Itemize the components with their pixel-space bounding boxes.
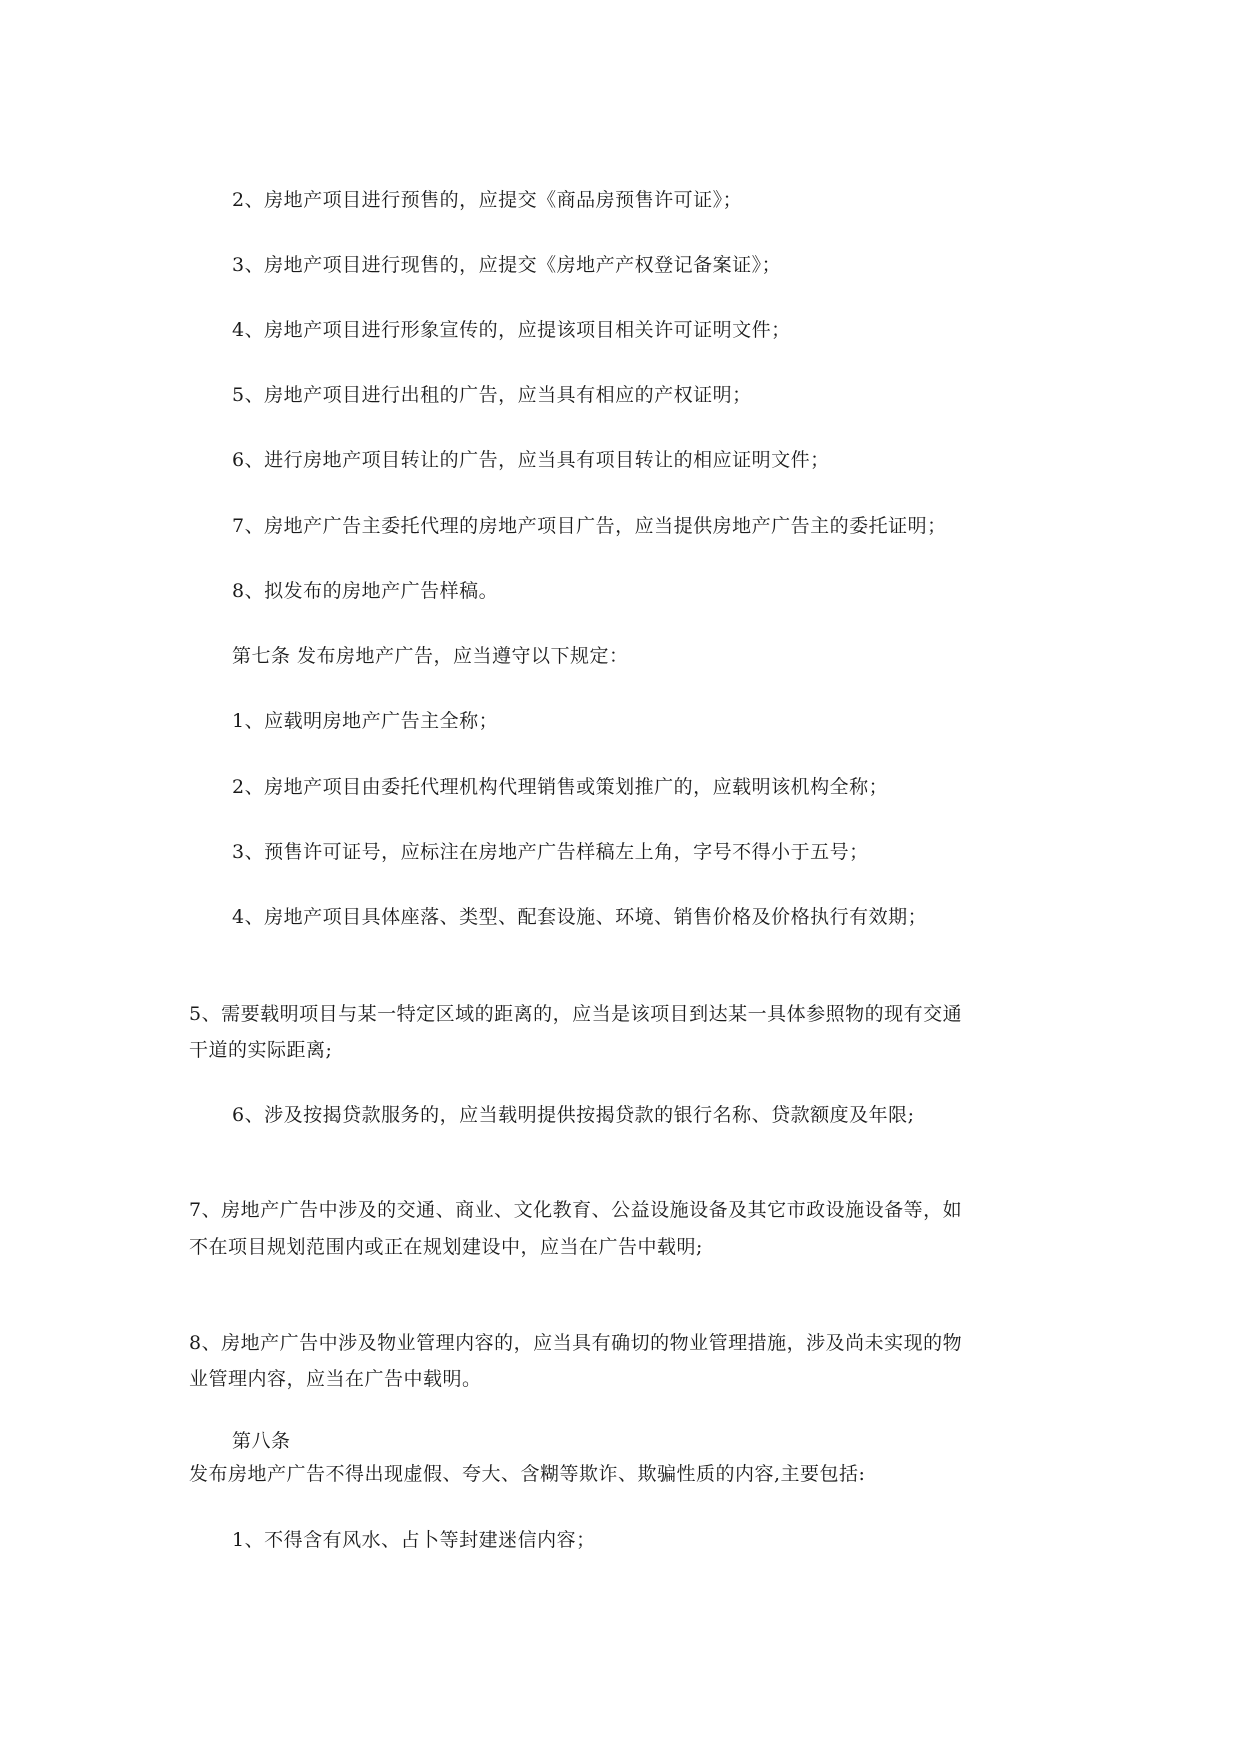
article-7-item-6: 6、涉及按揭贷款服务的，应当载明提供按揭贷款的银行名称、贷款额度及年限;	[232, 1104, 915, 1126]
item-rental-ad: 5、房地产项目进行出租的广告，应当具有相应的产权证明；	[232, 384, 752, 406]
article-7-item-7-line-1: 7、房地产广告中涉及的交通、商业、文化教育、公益设施设备及其它市政设施设备等，如	[189, 1199, 963, 1221]
item-ad-draft: 8、拟发布的房地产广告样稿。	[232, 580, 499, 602]
item-presale-permit: 2、房地产项目进行预售的，应提交《商品房预售许可证》；	[232, 189, 743, 211]
item-agency-proof: 7、房地产广告主委托代理的房地产项目广告，应当提供房地产广告主的委托证明；	[232, 515, 947, 537]
article-7-item-1: 1、应载明房地产广告主全称；	[232, 710, 499, 732]
item-transfer-ad: 6、进行房地产项目转让的广告，应当具有项目转让的相应证明文件；	[232, 449, 830, 471]
article-7-item-3: 3、预售许可证号，应标注在房地产广告样稿左上角，字号不得小于五号；	[232, 841, 869, 863]
article-7-heading: 第七条 发布房地产广告，应当遵守以下规定：	[232, 645, 629, 667]
article-8-heading: 第八条	[232, 1430, 291, 1452]
article-7-item-5-line-1: 5、需要载明项目与某一特定区域的距离的，应当是该项目到达某一具体参照物的现有交通	[189, 1003, 963, 1025]
article-7-item-5-line-2: 干道的实际距离;	[189, 1039, 333, 1061]
article-7-item-4: 4、房地产项目具体座落、类型、配套设施、环境、销售价格及价格执行有效期；	[232, 906, 928, 928]
article-7-item-8-line-1: 8、房地产广告中涉及物业管理内容的，应当具有确切的物业管理措施，涉及尚未实现的物	[189, 1332, 963, 1354]
article-8-item-1: 1、不得含有风水、占卜等封建迷信内容；	[232, 1529, 596, 1551]
article-7-item-8-line-2: 业管理内容，应当在广告中载明。	[189, 1368, 482, 1390]
item-current-sale-cert: 3、房地产项目进行现售的，应提交《房地产产权登记备案证》；	[232, 254, 782, 276]
article-8-intro: 发布房地产广告不得出现虚假、夸大、含糊等欺诈、欺骗性质的内容,主要包括:	[189, 1463, 866, 1485]
item-image-promotion: 4、房地产项目进行形象宣传的，应提该项目相关许可证明文件；	[232, 319, 791, 341]
article-7-item-2: 2、房地产项目由委托代理机构代理销售或策划推广的，应载明该机构全称；	[232, 776, 889, 798]
article-7-item-7-line-2: 不在项目规划范围内或正在规划建设中，应当在广告中载明;	[189, 1236, 703, 1258]
